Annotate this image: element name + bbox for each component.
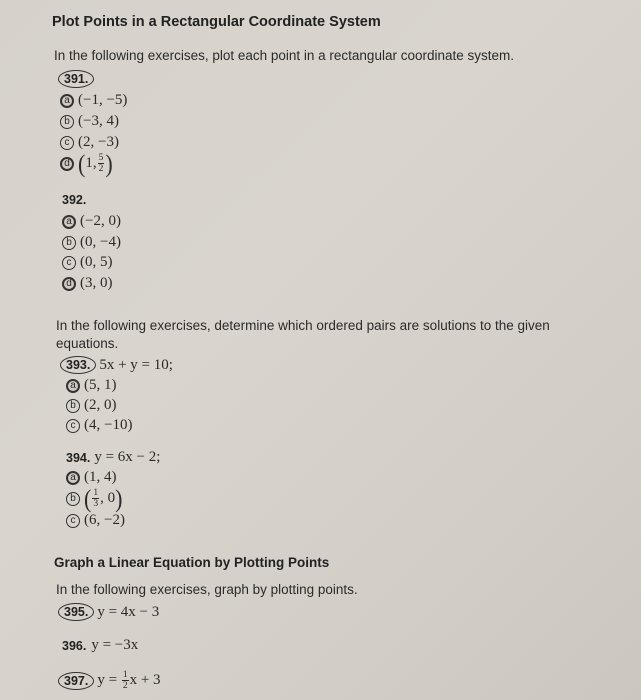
exercise-391-option-a: a (−1, −5) xyxy=(60,92,127,109)
exercise-392-option-c: c (0, 5) xyxy=(62,254,113,271)
section-instruction-solutions-line1: In the following exercises, determine which ordered pairs are solutions to the given xyxy=(56,318,550,333)
exercise-395 xyxy=(58,603,159,621)
exercise-394-option-b: b ( $\frac{1}{3}$ , 0 ) xyxy=(66,488,122,509)
option-letter-circle: b xyxy=(66,399,80,413)
exercise-392-option-a: a (−2, 0) xyxy=(62,213,121,230)
option-letter-circle: b xyxy=(66,492,80,506)
option-letter-circle: b xyxy=(60,115,74,129)
option-letter-circle: a xyxy=(66,471,80,485)
exercise-number-391: 391. xyxy=(58,70,94,88)
option-letter-circle: c xyxy=(62,256,76,270)
option-letter-circle: a xyxy=(60,94,74,108)
exercise-393-option-c: c (4, −10) xyxy=(66,417,132,434)
exercise-394-option-c: c (6, −2) xyxy=(66,512,125,529)
option-letter-circle: b xyxy=(62,236,76,250)
exercise-397 xyxy=(58,670,161,691)
fraction: $\frac{5}{2}$ xyxy=(98,153,104,174)
exercise-396 xyxy=(62,637,138,654)
exercise-number-397: 397. xyxy=(58,672,94,690)
exercise-396-equation: y = −3x xyxy=(91,637,139,653)
option-letter-circle: a xyxy=(66,379,80,393)
fraction: $\frac{1}{2}$ xyxy=(122,670,128,691)
exercise-394-equation: y = 6x − 2; xyxy=(94,449,161,465)
exercise-395-equation: y = 4x − 3 xyxy=(97,603,160,620)
exercise-392-option-d: d (3, 0) xyxy=(62,275,113,292)
option-letter-circle: c xyxy=(66,514,80,528)
option-letter-circle: c xyxy=(60,136,74,150)
exercise-number-396: 396. xyxy=(62,638,87,653)
section-instruction-solutions-line2: equations. xyxy=(56,336,119,351)
section-title-plot-points: Plot Points in a Rectangular Coordinate System xyxy=(52,14,381,30)
section-instruction-plot-points: In the following exercises, plot each point in a rectangular coordinate system. xyxy=(54,48,515,63)
exercise-number-393: 393. xyxy=(60,356,96,374)
section-title-graph-linear: Graph a Linear Equation by Plotting Points xyxy=(54,555,330,570)
exercise-number-394: 394. xyxy=(66,450,91,465)
exercise-391-option-b: b (−3, 4) xyxy=(60,113,119,130)
exercise-391-option-c: c (2, −3) xyxy=(60,134,119,151)
option-letter-circle: c xyxy=(66,419,80,433)
exercise-393-header xyxy=(60,356,173,374)
option-letter-circle: d xyxy=(62,277,76,291)
section-instruction-graph: In the following exercises, graph by plotting points. xyxy=(56,582,358,597)
exercise-number-392: 392. xyxy=(62,193,87,207)
exercise-393-equation: 5x + y = 10; xyxy=(99,356,173,373)
exercise-392-option-b: b (0, −4) xyxy=(62,234,121,251)
option-letter-circle: a xyxy=(62,215,76,229)
exercise-393-option-b: b (2, 0) xyxy=(66,397,117,414)
exercise-394-option-a: a (1, 4) xyxy=(66,469,117,486)
option-letter-circle: d xyxy=(60,157,74,171)
exercise-394-header xyxy=(66,449,160,466)
exercise-397-equation: y = $\frac{1}{2}$ x + 3 xyxy=(97,670,161,691)
exercise-393-option-a: a (5, 1) xyxy=(66,377,117,394)
fraction: $\frac{1}{3}$ xyxy=(93,488,99,509)
exercise-391-option-d: d ( 1, $\frac{5}{2}$ ) xyxy=(60,153,113,174)
exercise-number-395: 395. xyxy=(58,603,94,621)
